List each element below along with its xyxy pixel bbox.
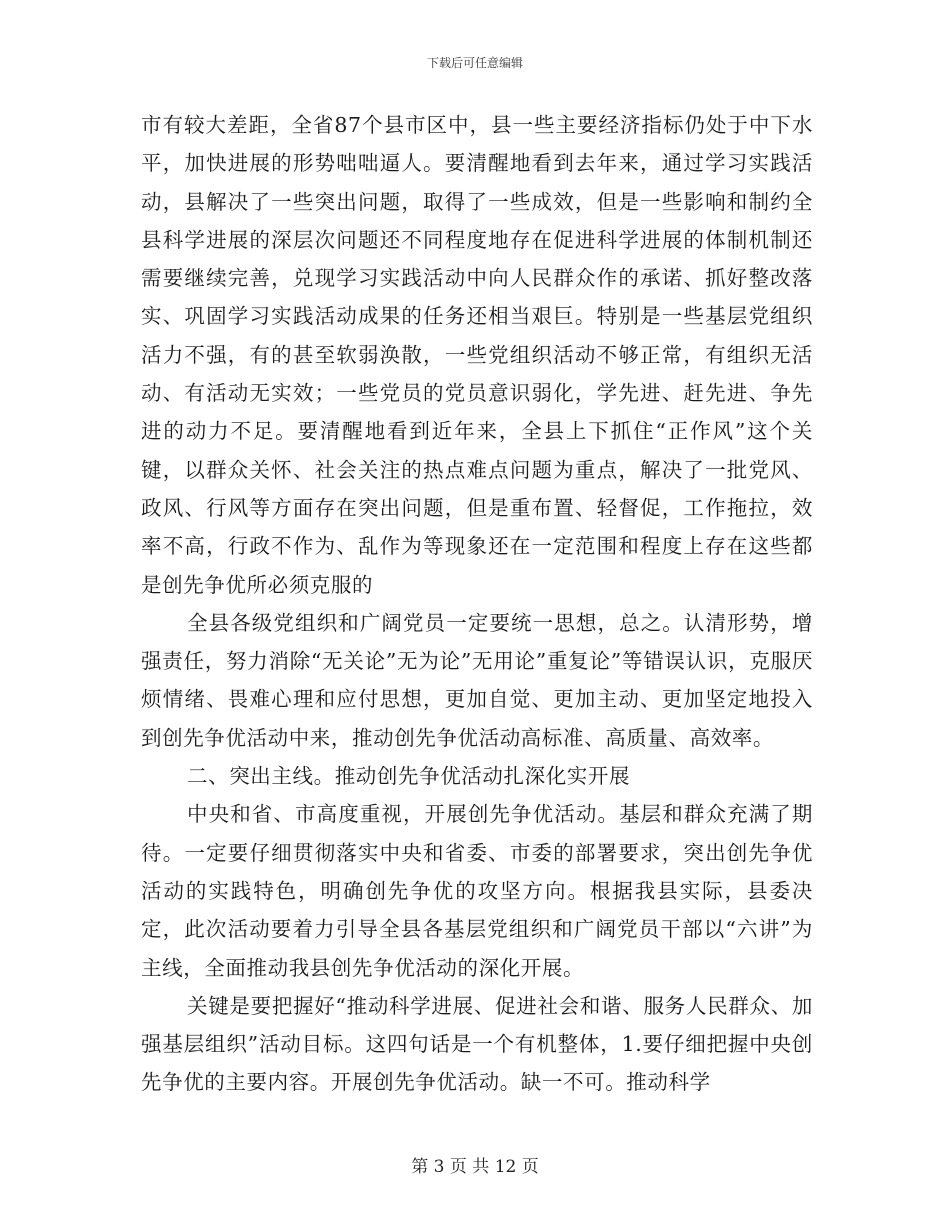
paragraph-continuation: 市有较大差距，全省87个县市区中，县一些主要经济指标仍处于中下水平，加快进展的形势咄咄逼人。要清醒地看到去年来，通过学习实践活动，县解决了一些突出问题，取得了一些成效，但是一些影响和制约全县科学进展的深层次问题还不同程度地存在促进科学进展的体制机制还需要继续完善，兑现学习实践活动中向人民群众作的承诺、抓好整改落实、巩固学习实践活动成果的任务还相当艰巨。特别是一些基层党组织活力不强，有的甚至软弱涣散，一些党组织活动不够正常，有组织无活动、有活动无实效；一些党员的党员意识弱化，学先进、赶先进、争先进的动力不足。要清醒地看到近年来，全县上下抓住“正作风”这个关键，以群众关怀、社会关注的热点难点问题为重点，解决了一批党风、政风、行风等方面存在突出问题，但是重布置、轻督促，工作拖拉，效率不高，行政不作为、乱作为等现象还在一定范围和程度上存在这些都是创先争优所必须克服的 [141,113,813,597]
paragraph-main-line: 中央和省、市高度重视，开展创先争优活动。基层和群众充满了期待。一定要仔细贯彻落实中央和省委、市委的部署要求，突出创先争优活动的实践特色，明确创先争优的攻坚方向。根据我县实际，县委决定，此次活动要着力引导全县各基层党组织和广阔党员干部以“六讲”为主线，全面推动我县创先争优活动的深化开展。 [141,802,813,980]
header-note: 下载后可任意编辑 [426,56,523,70]
paragraph-key-goals: 关键是要把握好“推动科学进展、促进社会和谐、服务人民群众、加强基层组织”活动目标。这四句话是一个有机整体，1.要仔细把握中央创先争优的主要内容。开展创先争优活动。缺一不可。推动科学 [141,993,813,1095]
section-heading: 二、突出主线。推动创先争优活动扎深化实开展 [187,764,631,789]
page-footer: 第 3 页 共 12 页 [411,1157,539,1177]
paragraph-unify-thinking: 全县各级党组织和广阔党员一定要统一思想，总之。认清形势，增强责任，努力消除“无关论”无为论”无用论”重复论”等错误认识，克服厌烦情绪、畏难心理和应付思想，更加自觉、更加主动、更加坚定地投入到创先争优活动中来，推动创先争优活动高标准、高质量、高效率。 [141,610,813,750]
document-body [141,106,813,1102]
